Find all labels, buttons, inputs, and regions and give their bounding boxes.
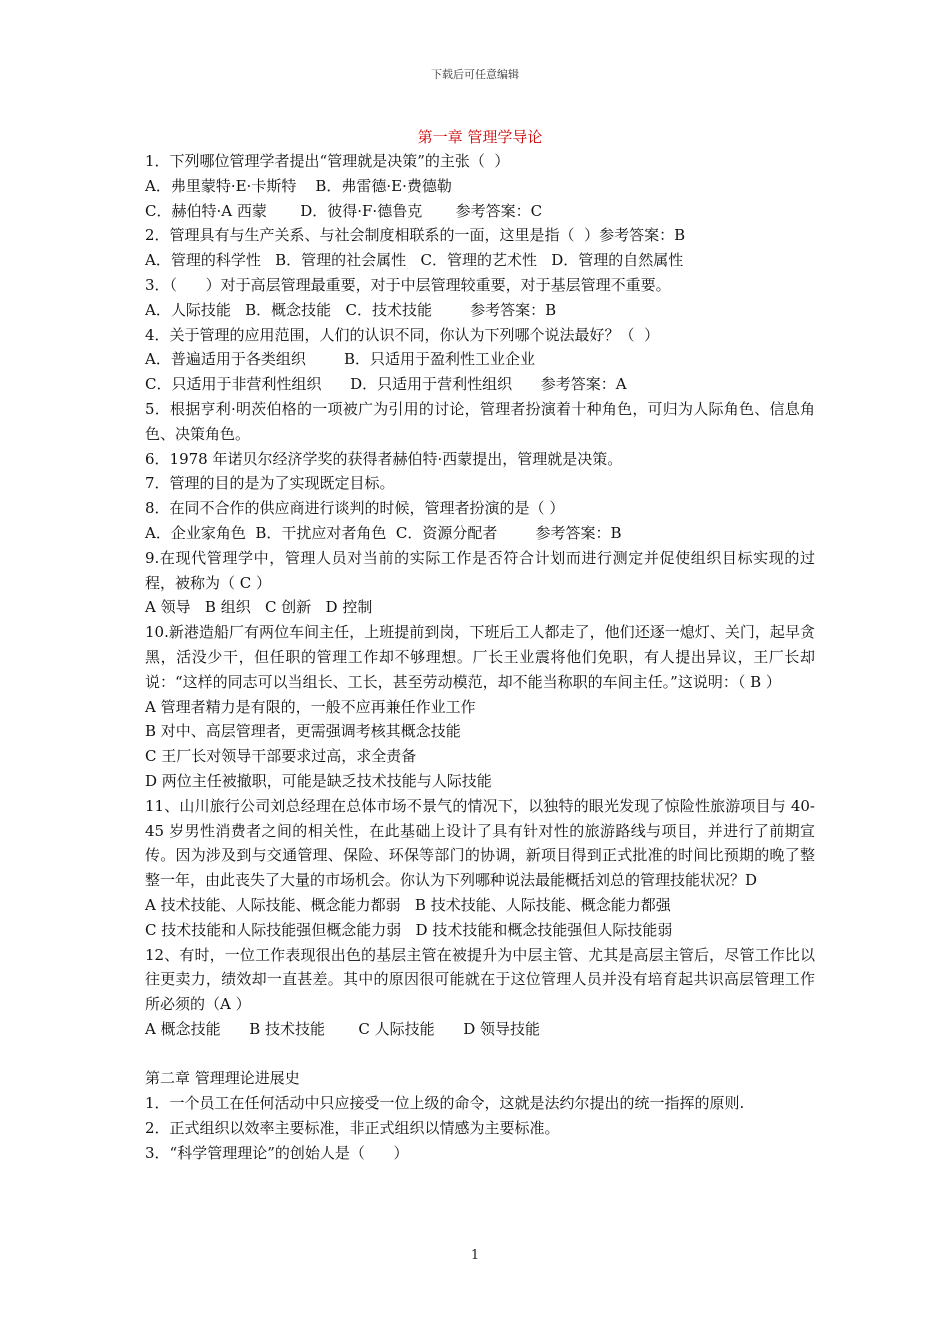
question-9: 9.在现代管理学中，管理人员对当前的实际工作是否符合计划而进行测定并促使组织目标实现的过程，被称为（ C ）: [145, 548, 815, 592]
document-body: [145, 125, 815, 1166]
chapter-2-item-3: 3．“科学管理理论”的创始人是（ ）: [145, 1143, 409, 1162]
question-4-options-cd: C．只适用于非营利性组织 D．只适用于营利性组织 参考答案：A: [145, 375, 627, 394]
question-4: 4．关于管理的应用范围，人们的认识不同，你认为下列哪个说法最好？（ ）: [145, 325, 660, 344]
question-8-options: A．企业家角色 B．干扰应对者角色 C．资源分配者 参考答案：B: [145, 523, 622, 542]
question-11-options-ab: A 技术技能、人际技能、概念能力都弱 B 技术技能、人际技能、概念能力都强: [145, 895, 671, 914]
question-7: 7．管理的目的是为了实现既定目标。: [145, 474, 395, 493]
question-2: 2．管理具有与生产关系、与社会制度相联系的一面，这里是指（ ）参考答案：B: [145, 226, 686, 245]
question-11-options-cd: C 技术技能和人际技能强但概念能力弱 D 技术技能和概念技能强但人际技能弱: [145, 920, 673, 939]
question-11: 11、山川旅行公司刘总经理在总体市场不景气的情况下，以独特的眼光发现了惊险性旅游项目与 40-45 岁男性消费者之间的相关性，在此基础上设计了具有针对性的旅游路线与项目，并进行了前期宣传。因为涉及到与交通管理、保险、环保等部门的协调，新项目得到正式批准的时间比预期的晚了整整一年，由此丧失了大量的市场机会。你认为下列哪种说法最能概括刘总的管理技能状况？D: [145, 796, 815, 890]
question-1: 1．下列哪位管理学者提出“管理就是决策”的主张（ ）: [145, 152, 510, 170]
question-6: 6．1978 年诺贝尔经济学奖的获得者赫伯特·西蒙提出，管理就是决策。: [145, 449, 623, 468]
question-3: 3．（ ）对于高层管理最重要，对于中层管理较重要，对于基层管理不重要。: [145, 275, 671, 294]
page-number: 1: [470, 1248, 480, 1263]
chapter-2-item-1: 1．一个员工在任何活动中只应接受一位上级的命令，这就是法约尔提出的统一指挥的原则.: [145, 1094, 745, 1113]
question-1-options-ab: A．弗里蒙特·E·卡斯特 B．弗雷德·E·费德勒: [145, 176, 452, 195]
question-12: 12、有时，一位工作表现很出色的基层主管在被提升为中层主管、尤其是高层主管后，尽管工作比以往更卖力，绩效却一直甚差。其中的原因很可能就在于这位管理人员并没有培育起共识高层管理工作所必须的（A ）: [145, 945, 815, 1014]
question-1-options-cd: C．赫伯特·A 西蒙 D．彼得·F·德鲁克 参考答案：C: [145, 201, 543, 220]
question-4-options-ab: A．普遍适用于各类组织 B．只适用于盈利性工业企业: [145, 350, 536, 369]
question-5: 5．根据亨利·明茨伯格的一项被广为引用的讨论，管理者扮演着十种角色，可归为人际角色、信息角色、决策角色。: [145, 399, 815, 443]
chapter-1-title: 第一章 管理学导论: [417, 128, 543, 146]
question-10-option-c: C 王厂长对领导干部要求过高，求全责备: [145, 747, 417, 766]
question-10-option-d: D 两位主任被撤职，可能是缺乏技术技能与人际技能: [145, 771, 492, 790]
chapter-2-title: 第二章 管理理论进展史: [145, 1069, 300, 1088]
question-9-options: A 领导 B 组织 C 创新 D 控制: [145, 598, 373, 617]
question-12-options: A 概念技能 B 技术技能 C 人际技能 D 领导技能: [145, 1019, 541, 1038]
blank-line: [145, 1042, 815, 1067]
question-10-option-a: A 管理者精力是有限的，一般不应再兼任作业工作: [145, 697, 476, 716]
question-10: 10.新港造船厂有两位车间主任，上班提前到岗，下班后工人都走了，他们还逐一熄灯、关门，起早贪黑，活没少干，但任职的管理工作却不够理想。厂长王业震将他们免职，有人提出异议，王厂长却说：“这样的同志可以当组长、工长，甚至劳动模范，却不能当称职的车间主任。”这说明：（ B ）: [145, 623, 815, 691]
question-2-options: A．管理的科学性 B．管理的社会属性 C．管理的艺术性 D．管理的自然属性: [145, 251, 684, 270]
chapter-2-item-2: 2．正式组织以效率主要标准，非正式组织以情感为主要标准。: [145, 1119, 560, 1138]
page-header: 下载后可任意编辑: [431, 68, 519, 81]
question-10-option-b: B 对中、高层管理者，更需强调考核其概念技能: [145, 722, 461, 741]
question-8: 8．在同不合作的供应商进行谈判的时候，管理者扮演的是（ ）: [145, 499, 565, 518]
question-3-options: A．人际技能 B．概念技能 C．技术技能 参考答案：B: [145, 300, 557, 319]
